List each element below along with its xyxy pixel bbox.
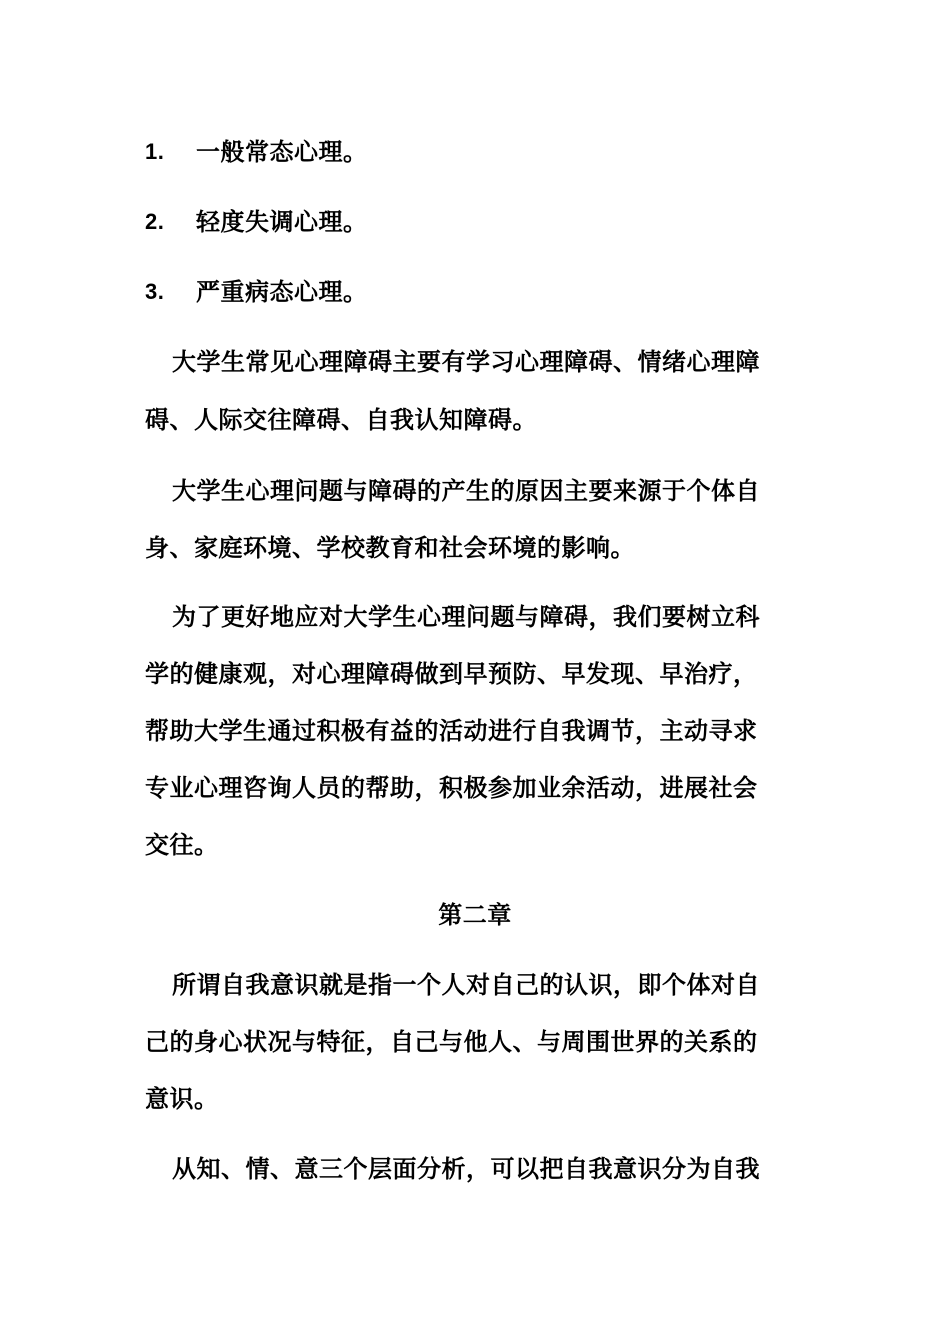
list-text: 严重病态心理。 [196, 277, 368, 306]
paragraph-line: 己的身心状况与特征，自己与他人、与周围世界的关系的 [145, 1027, 758, 1056]
paragraph-line: 从知、情、意三个层面分析，可以把自我意识分为自我 [172, 1154, 760, 1183]
paragraph-line: 大学生心理问题与障碍的产生的原因主要来源于个体自 [172, 476, 760, 505]
paragraph-line: 交往。 [145, 830, 219, 859]
paragraph-line: 帮助大学生通过积极有益的活动进行自我调节，主动寻求 [145, 716, 758, 745]
paragraph-line: 为了更好地应对大学生心理问题与障碍，我们要树立科 [172, 602, 760, 631]
list-text: 轻度失调心理。 [196, 207, 368, 236]
paragraph-line: 大学生常见心理障碍主要有学习心理障碍、情绪心理障 [172, 347, 760, 376]
paragraph-line: 所谓自我意识就是指一个人对自己的认识，即个体对自 [172, 970, 760, 999]
paragraph-line: 专业心理咨询人员的帮助，积极参加业余活动，进展社会 [145, 773, 758, 802]
list-number: 1. [145, 139, 165, 164]
list-text: 一般常态心理。 [196, 137, 368, 166]
paragraph-line: 碍、人际交往障碍、自我认知障碍。 [145, 405, 537, 434]
chapter-heading: 第二章 [438, 900, 512, 929]
list-number: 2. [145, 209, 165, 234]
paragraph-line: 学的健康观，对心理障碍做到早预防、早发现、早治疗， [145, 659, 758, 688]
paragraph-line: 意识。 [145, 1084, 219, 1113]
paragraph-line: 身、家庭环境、学校教育和社会环境的影响。 [145, 533, 635, 562]
list-number: 3. [145, 279, 165, 304]
